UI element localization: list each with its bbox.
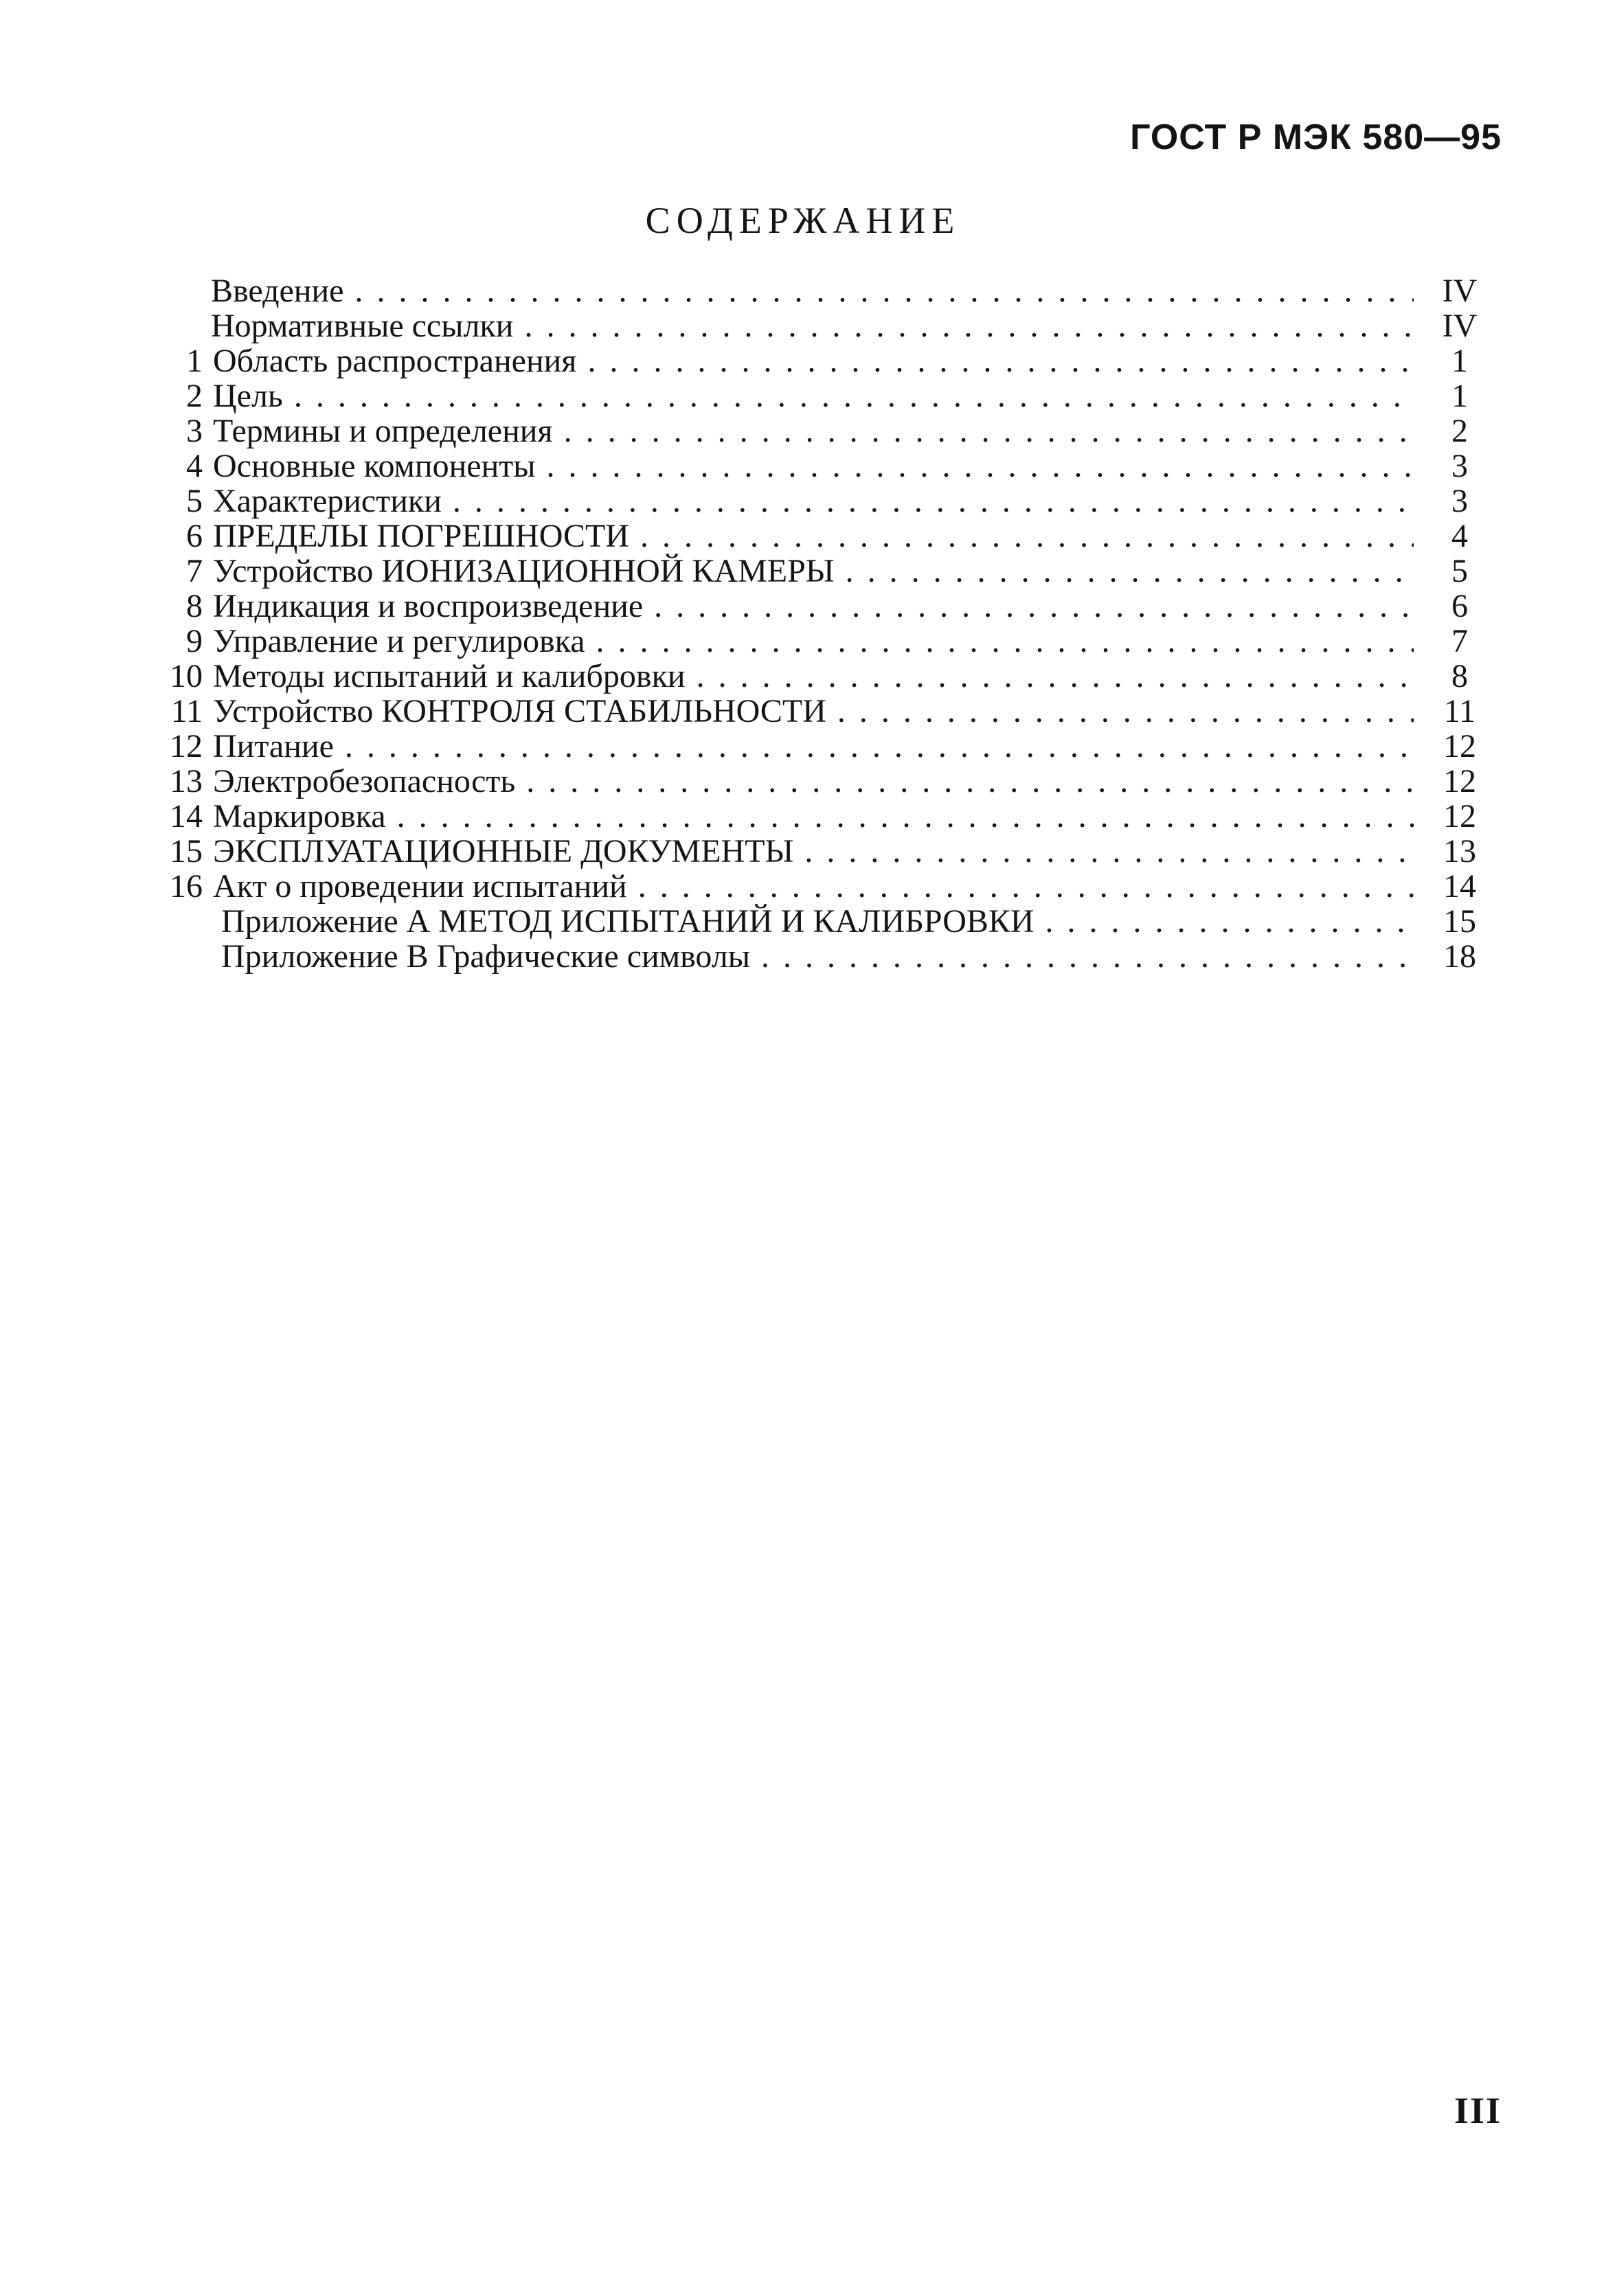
toc-entry[interactable] [0,694,1606,729]
toc-entry-number: 8 [186,588,203,624]
toc-entry-label: Приложение В Графические символы . . [221,939,1414,974]
toc-entry-number: 14 [170,798,203,834]
toc-entry-number: 5 [186,483,203,519]
toc-entry[interactable] [0,413,1606,448]
toc-entry-page: 12 [1443,728,1476,764]
toc-entry-page: 4 [1451,518,1468,554]
toc-entry-label: Характеристики . . [213,484,1414,519]
toc-entry-page: IV [1442,273,1478,309]
toc-entry-page: 18 [1443,938,1476,975]
toc-entry-page: 14 [1443,868,1476,905]
toc-entry-label: Электробезопасность . . [213,764,1414,799]
toc-entry-page: 15 [1443,903,1476,940]
toc-entry[interactable] [0,378,1606,413]
toc-entry-label: Устройство КОНТРОЛЯ СТАБИЛЬНОСТИ . . [213,694,1414,729]
toc-entry[interactable] [0,939,1606,974]
toc-entry-page: IV [1442,308,1478,344]
toc-entry-label: Основные компоненты . . [213,448,1414,484]
toc-entry-label: Приложение А МЕТОД ИСПЫТАНИЙ И КАЛИБРОВКИ . . [221,904,1414,939]
toc-entry-label: Индикация и воспроизведение . . [213,589,1414,624]
toc-entry-page: 13 [1443,833,1476,869]
table-of-contents [0,273,1606,974]
toc-entry-label: Нормативные ссылки . . [211,308,1414,343]
toc-entry-label: Термины и определения . . [213,413,1414,448]
page-number: III [1454,2090,1502,2131]
toc-entry-label: Цель . . [213,378,1414,413]
toc-entry-page: 11 [1443,693,1476,729]
toc-entry-label: Питание . . [213,729,1414,764]
toc-entry-label: Устройство ИОНИЗАЦИОННОЙ КАМЕРЫ . . [213,554,1414,589]
toc-entry[interactable] [0,659,1606,694]
toc-entry-label: ПРЕДЕЛЫ ПОГРЕШНОСТИ . . [213,519,1414,554]
toc-entry-page: 6 [1451,588,1468,624]
toc-entry[interactable] [0,308,1606,343]
toc-entry[interactable] [0,343,1606,378]
toc-entry[interactable] [0,904,1606,939]
toc-entry-number: 2 [186,378,203,414]
toc-entry-page: 1 [1451,378,1468,414]
toc-entry[interactable] [0,519,1606,554]
toc-entry-label: ЭКСПЛУАТАЦИОННЫЕ ДОКУМЕНТЫ . . [213,834,1414,869]
toc-entry-page: 12 [1443,798,1476,834]
toc-entry-number: 7 [186,553,203,589]
toc-entry-label: Методы испытаний и калибровки . . [213,659,1414,694]
toc-entry[interactable] [0,484,1606,519]
toc-entry-number: 4 [186,448,203,484]
toc-entry-label: Область распространения . . [213,343,1414,378]
toc-entry[interactable] [0,834,1606,869]
toc-entry-label: Введение . . [211,273,1414,308]
toc-entry[interactable] [0,589,1606,624]
toc-entry-label: Акт о проведении испытаний . . [213,869,1414,904]
toc-entry[interactable] [0,764,1606,799]
toc-entry[interactable] [0,554,1606,589]
toc-entry-number: 6 [186,518,203,554]
toc-entry-number: 3 [186,413,203,449]
toc-entry-page: 12 [1443,763,1476,799]
toc-title: СОДЕРЖАНИЕ [645,200,961,241]
document-code: ГОСТ Р МЭК 580—95 [1130,117,1502,157]
toc-entry-page: 2 [1451,413,1468,449]
toc-entry-label: Управление и регулировка . . [213,624,1414,659]
toc-entry-number: 10 [170,658,203,694]
toc-entry[interactable] [0,273,1606,308]
toc-entry[interactable] [0,624,1606,659]
toc-entry[interactable] [0,799,1606,834]
toc-entry-number: 1 [186,343,203,379]
toc-entry[interactable] [0,729,1606,764]
toc-entry[interactable] [0,869,1606,904]
toc-entry-number: 15 [170,833,203,869]
toc-entry-page: 3 [1451,448,1468,484]
toc-entry-number: 16 [170,868,203,905]
toc-entry[interactable] [0,448,1606,484]
toc-entry-number: 12 [170,728,203,764]
toc-entry-label: Маркировка . . [213,799,1414,834]
toc-entry-number: 11 [170,693,203,729]
toc-entry-page: 8 [1451,658,1468,694]
toc-entry-page: 5 [1451,553,1468,589]
toc-entry-number: 9 [186,623,203,659]
toc-entry-number: 13 [170,763,203,799]
toc-entry-page: 1 [1451,343,1468,379]
toc-entry-page: 3 [1451,483,1468,519]
toc-entry-page: 7 [1451,623,1468,659]
